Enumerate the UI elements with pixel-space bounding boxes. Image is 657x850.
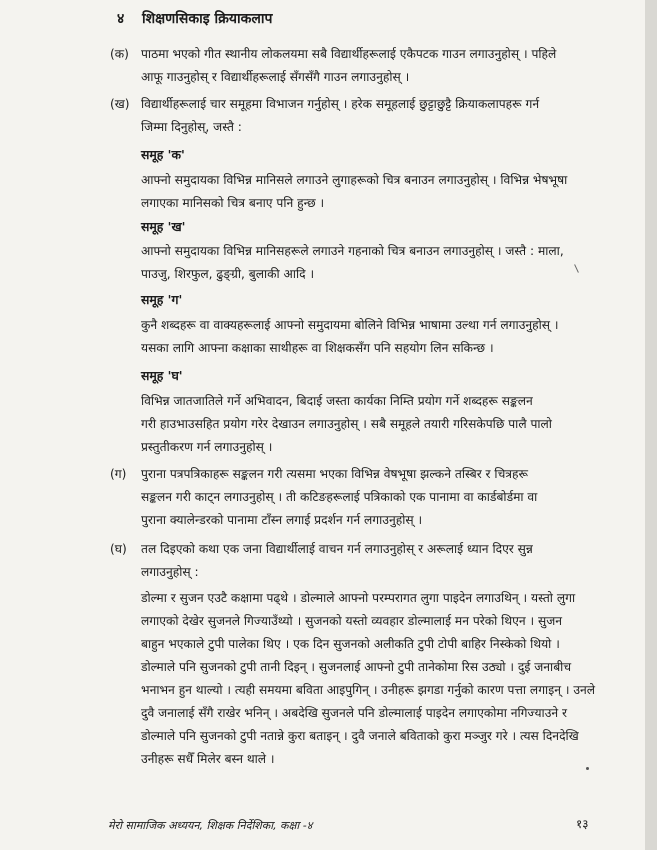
activity-kha-line-1: विद्यार्थीहरूलाई चार समूहमा विभाजन गर्नुहोस् । हरेक समूहलाई छुट्टाछुट्टै क्रियाकलापहरू गर्न — [141, 97, 540, 111]
story-line-2: लगाएको देखेर सुजनले गिज्याउँथ्यो । सुजनको यस्तो व्यवहार डोल्मालाई मन परेको थिएन । सुजन — [141, 614, 563, 628]
section-number: ४ — [117, 11, 125, 27]
scan-speck — [586, 767, 589, 770]
group-kha-line-2: पाउजु, शिरफुल, ढुङ्ग्री, बुलाकी आदि । — [141, 267, 315, 281]
scan-mark — [574, 264, 579, 273]
activity-marker-ga: (ग) — [110, 467, 127, 481]
activity-marker-ka: (क) — [110, 47, 129, 61]
activity-marker-gha: (घ) — [110, 542, 127, 556]
page-number: १३ — [576, 817, 589, 831]
group-label-kha: समूह 'ख' — [141, 219, 186, 234]
group-ga-line-2: यसका लागि आफ्ना कक्षाका साथीहरू वा शिक्षकसँग पनि सहयोग लिन सकिन्छ । — [141, 341, 494, 355]
activity-ga-line-2: सङ्कलन गरी काट्न लगाउनुहोस् । ती कटिङहरूलाई पत्रिकाको एक पानामा वा कार्डबोर्डमा वा — [141, 490, 538, 504]
group-label-gha: समूह 'घ' — [141, 368, 183, 383]
group-ka-line-1: आफ्नो समुदायका विभिन्न मानिसले लगाउने लुगाहरूको चित्र बनाउन लगाउनुहोस् । विभिन्न भेषभूषा — [141, 173, 568, 187]
activity-marker-kha: (ख) — [110, 97, 130, 111]
group-ka-line-2: लगाएका मानिसको चित्र बनाए पनि हुन्छ । — [141, 196, 325, 210]
group-gha-line-2: गरी हाउभाउसहित प्रयोग गरेर देखाउन लगाउनुहोस् । सबै समूहले तयारी गरिसकेपछि पालै पालो — [141, 417, 552, 431]
group-label-ka: समूह 'क' — [141, 147, 185, 162]
activity-kha-line-2: जिम्मा दिनुहोस्, जस्तै : — [141, 120, 242, 134]
group-kha-line-1: आफ्नो समुदायका विभिन्न मानिसहरूले लगाउने गहनाको चित्र बनाउन लगाउनुहोस् । जस्तै : माला, — [141, 244, 564, 258]
activity-gha-line-1: तल दिइएको कथा एक जना विद्यार्थीलाई वाचन गर्न लगाउनुहोस् र अरूलाई ध्यान दिएर सुन्न — [141, 542, 533, 556]
footer-book-title: मेरो सामाजिक अध्ययन, शिक्षक निर्देशिका, कक्षा -४ — [108, 819, 313, 832]
activity-ga-line-1: पुराना पत्रपत्रिकाहरू सङ्कलन गरी त्यसमा भएका विभिन्न वेषभूषा झल्कने तस्बिर र चित्रहरू — [141, 467, 528, 481]
group-ga-line-1: कुनै शब्दहरू वा वाक्यहरूलाई आफ्नो समुदायमा बोलिने विभिन्न भाषामा उल्था गर्न लगाउनुहोस् । — [141, 318, 559, 332]
group-gha-line-1: विभिन्न जातजातिले गर्ने अभिवादन, बिदाई जस्ता कार्यका निम्ति प्रयोग गर्ने शब्दहरू सङ्कलन — [141, 394, 533, 408]
section-title: शिक्षणसिकाइ क्रियाकलाप — [142, 11, 273, 27]
story-line-3: बाहुन भएकाले टुपी पालेका थिए । एक दिन सुजनको अलीकति टुपी टोपी बाहिर निस्केको थियो । — [141, 637, 560, 651]
group-gha-line-3: प्रस्तुतीकरण गर्न लगाउनुहोस् । — [141, 440, 273, 454]
story-line-5: भनाभन हुन थाल्यो । त्यही समयमा बविता आइपुगिन् । उनीहरू झगडा गर्नुको कारण पत्ता लगाइन् । उनले — [141, 683, 596, 697]
story-line-7: डोल्माले पनि सुजनको टुपी नतान्ने कुरा बताइन् । दुवै जनाले बविताको कुरा मञ्जुर गरे । त्यस दिनदेखि — [141, 729, 579, 743]
story-line-1: डोल्मा र सुजन एउटै कक्षामा पढ्थे । डोल्माले आफ्नो परम्परागत लुगा पाइदेन लगाउथिन् । यस्तो लुगा — [141, 591, 576, 605]
activity-ka-line-2: आफू गाउनुहोस् र विद्यार्थीहरूलाई सँगसँगै गाउन लगाउनुहोस् । — [141, 70, 410, 84]
story-line-4: डोल्माले पनि सुजनको टुपी तानी दिइन् । सुजनलाई आफ्नो टुपी तानेकोमा रिस उठ्यो । दुई जनाबीच — [141, 660, 572, 674]
group-label-ga: समूह 'ग' — [141, 292, 183, 307]
story-line-8: उनीहरू सधैँ मिलेर बस्न थाले । — [141, 752, 275, 766]
activity-ka-line-1: पाठमा भएको गीत स्थानीय लोकलयमा सबै विद्यार्थीहरूलाई एकैपटक गाउन लगाउनुहोस् । पहिले — [141, 47, 557, 61]
page-edge — [645, 0, 657, 850]
story-line-6: दुवै जनालाई सँगै राखेर भनिन् । अबदेखि सुजनले पनि डोल्मालाई पाइदेन लगाएकोमा नगिज्याउने र — [141, 706, 568, 720]
activity-ga-line-3: पुराना क्यालेन्डरको पानामा टाँस्न लगाई प्रदर्शन गर्न लगाउनुहोस् । — [141, 513, 423, 527]
activity-gha-line-2: लगाउनुहोस् : — [141, 565, 199, 579]
